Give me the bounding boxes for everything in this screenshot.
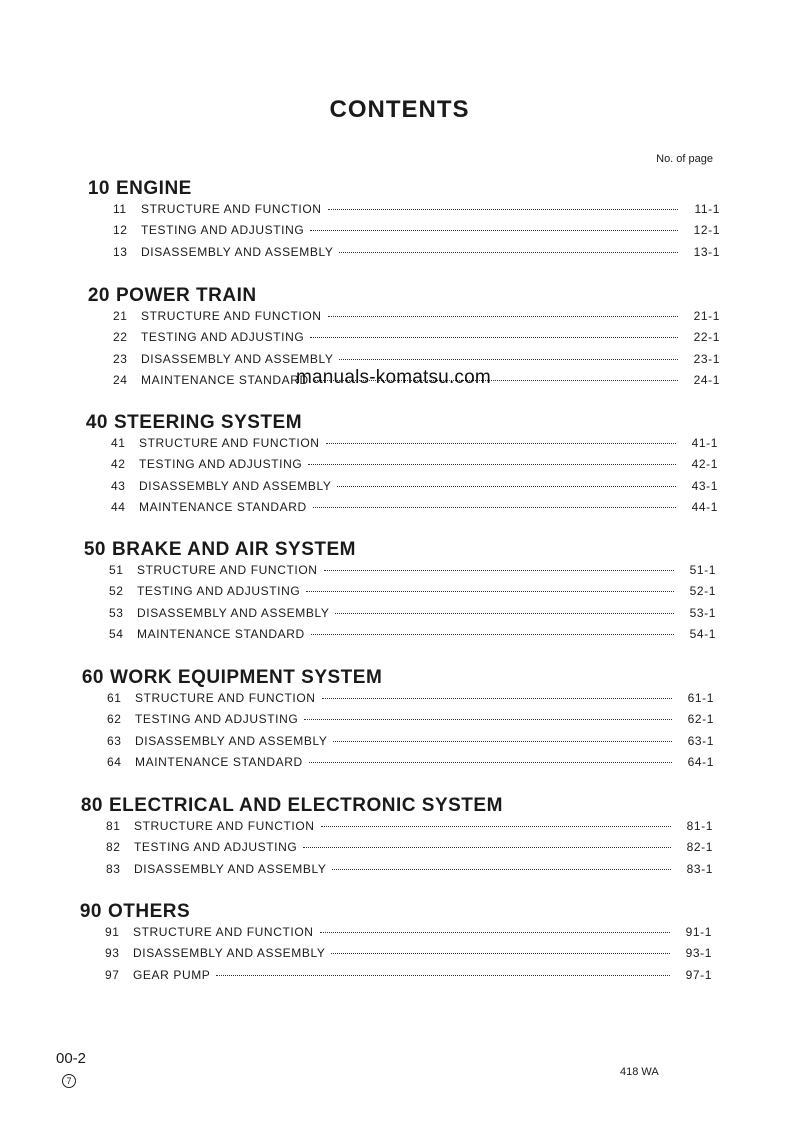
dot-leader — [339, 359, 678, 360]
toc-entry — [70, 245, 720, 266]
entry-number: 54 — [109, 626, 124, 641]
entry-page: 21-1 — [693, 309, 720, 323]
entry-title: MAINTENANCE STANDARD — [139, 499, 307, 514]
entry-page: 22-1 — [693, 330, 720, 345]
toc-entry — [70, 330, 720, 351]
section-heading — [70, 178, 720, 202]
entry-title: STRUCTURE AND FUNCTION — [141, 309, 322, 323]
dot-leader — [216, 975, 670, 976]
entry-title: TESTING AND ADJUSTING — [139, 457, 303, 472]
entry-number: 22 — [113, 330, 128, 345]
entry-number: 51 — [109, 563, 124, 577]
entry-title: STRUCTURE AND FUNCTION — [133, 925, 314, 939]
entry-page: 12-1 — [693, 223, 720, 238]
entry-page: 63-1 — [687, 733, 714, 748]
entry-page: 52-1 — [689, 584, 716, 599]
section-number: 50 — [83, 539, 106, 560]
entry-number: 61 — [107, 691, 122, 705]
entry-title: DISASSEMBLY AND ASSEMBLY — [139, 478, 332, 493]
entry-title: DISASSEMBLY AND ASSEMBLY — [137, 605, 330, 620]
section-heading — [70, 285, 720, 309]
dot-leader — [328, 209, 678, 210]
dot-leader — [306, 591, 674, 592]
entry-number: 93 — [105, 946, 120, 961]
entry-page: 53-1 — [689, 605, 716, 620]
section-number: 10 — [87, 178, 110, 199]
entry-number: 12 — [113, 223, 128, 238]
toc-entry — [70, 202, 720, 223]
toc-entry — [63, 840, 713, 861]
entry-page: 24-1 — [693, 372, 720, 387]
dot-leader — [337, 486, 676, 487]
dot-leader — [333, 741, 672, 742]
toc-entry — [70, 223, 720, 244]
section-heading — [64, 667, 714, 691]
entry-title: MAINTENANCE STANDARD — [141, 372, 309, 387]
entry-number: 13 — [113, 244, 128, 259]
entry-page: 81-1 — [686, 819, 713, 833]
page-number: 00-2 — [56, 1050, 87, 1067]
entry-page: 51-1 — [689, 563, 716, 577]
entry-number: 62 — [107, 712, 122, 727]
section-number: 20 — [87, 285, 110, 306]
section-heading — [62, 901, 712, 925]
toc-entry — [64, 691, 714, 712]
entry-title: DISASSEMBLY AND ASSEMBLY — [133, 946, 326, 961]
entry-title: DISASSEMBLY AND ASSEMBLY — [141, 244, 334, 259]
entry-title: STRUCTURE AND FUNCTION — [139, 436, 320, 450]
toc-entry — [66, 606, 716, 627]
dot-leader — [328, 316, 678, 317]
toc-entry — [62, 946, 712, 967]
entry-number: 52 — [109, 584, 124, 599]
entry-page: 41-1 — [691, 436, 718, 450]
toc-entry — [66, 584, 716, 605]
revision-mark: 7 — [62, 1074, 76, 1088]
section-title: ENGINE — [116, 178, 192, 199]
dot-leader — [335, 613, 674, 614]
toc-entry — [64, 734, 714, 755]
section-number: 60 — [81, 667, 104, 688]
entry-number: 97 — [105, 967, 120, 982]
entry-page: 64-1 — [687, 754, 714, 769]
toc-entry — [68, 436, 718, 457]
entry-number: 82 — [106, 840, 121, 855]
entry-number: 44 — [111, 499, 126, 514]
dot-leader — [321, 826, 671, 827]
dot-leader — [308, 464, 676, 465]
entry-number: 23 — [113, 351, 128, 366]
entry-number: 43 — [111, 478, 126, 493]
entry-title: TESTING AND ADJUSTING — [134, 840, 298, 855]
section-number: 90 — [79, 901, 102, 922]
toc-entry — [62, 925, 712, 946]
entry-number: 42 — [111, 457, 126, 472]
section-title: BRAKE AND AIR SYSTEM — [112, 539, 356, 560]
dot-leader — [324, 570, 674, 571]
entry-page: 42-1 — [691, 457, 718, 472]
toc-entry — [68, 479, 718, 500]
toc-section — [68, 412, 718, 521]
section-heading — [66, 539, 716, 563]
entry-title: DISASSEMBLY AND ASSEMBLY — [134, 861, 327, 876]
entry-page: 97-1 — [685, 967, 712, 982]
dot-leader — [320, 932, 670, 933]
section-title: STEERING SYSTEM — [114, 412, 303, 433]
entry-title: DISASSEMBLY AND ASSEMBLY — [135, 733, 328, 748]
entry-number: 81 — [106, 819, 121, 833]
dot-leader — [303, 847, 671, 848]
entry-page: 13-1 — [693, 244, 720, 259]
entry-title: TESTING AND ADJUSTING — [141, 330, 305, 345]
dot-leader — [331, 953, 670, 954]
entry-page: 62-1 — [687, 712, 714, 727]
entry-page: 11-1 — [694, 202, 720, 216]
toc-entry — [66, 627, 716, 648]
entry-number: 11 — [113, 202, 127, 216]
entry-page: 83-1 — [686, 861, 713, 876]
entry-number: 63 — [107, 733, 122, 748]
dot-leader — [310, 230, 678, 231]
entry-title: TESTING AND ADJUSTING — [137, 584, 301, 599]
toc-entry — [66, 563, 716, 584]
dot-leader — [304, 719, 672, 720]
toc-section — [70, 178, 720, 266]
toc-entry — [62, 968, 712, 989]
entry-title: GEAR PUMP — [133, 967, 211, 982]
toc-entry — [64, 755, 714, 776]
dot-leader — [326, 443, 676, 444]
entry-title: TESTING AND ADJUSTING — [141, 223, 305, 238]
toc-entry — [64, 712, 714, 733]
section-number: 40 — [85, 412, 108, 433]
dot-leader — [332, 869, 671, 870]
toc-entry — [63, 819, 713, 840]
entry-page: 44-1 — [691, 499, 718, 514]
toc-entry — [68, 457, 718, 478]
entry-title: MAINTENANCE STANDARD — [137, 626, 305, 641]
entry-page: 54-1 — [689, 626, 716, 641]
no-of-page-label: No. of page — [656, 153, 713, 165]
entry-number: 53 — [109, 605, 124, 620]
section-title: POWER TRAIN — [116, 285, 257, 306]
entry-page: 61-1 — [687, 691, 714, 705]
entry-title: STRUCTURE AND FUNCTION — [134, 819, 315, 833]
section-heading — [63, 795, 713, 819]
toc-entry — [63, 862, 713, 883]
toc-section — [66, 539, 716, 648]
section-title: WORK EQUIPMENT SYSTEM — [110, 667, 383, 688]
dot-leader — [311, 634, 674, 635]
toc-section — [62, 901, 712, 989]
entry-number: 83 — [106, 861, 121, 876]
toc-entry — [68, 500, 718, 521]
entry-number: 91 — [105, 925, 120, 939]
entry-page: 93-1 — [685, 946, 712, 961]
entry-number: 21 — [113, 309, 128, 323]
dot-leader — [309, 762, 672, 763]
dot-leader — [310, 337, 678, 338]
entry-page: 91-1 — [685, 925, 712, 939]
dot-leader — [313, 507, 676, 508]
entry-number: 41 — [111, 436, 126, 450]
entry-title: MAINTENANCE STANDARD — [135, 754, 303, 769]
model-label: 418 WA — [620, 1066, 659, 1078]
entry-title: STRUCTURE AND FUNCTION — [135, 691, 316, 705]
entry-title: STRUCTURE AND FUNCTION — [137, 563, 318, 577]
entry-title: TESTING AND ADJUSTING — [135, 712, 299, 727]
section-number: 80 — [80, 795, 103, 816]
entry-page: 43-1 — [691, 478, 718, 493]
toc-section — [64, 667, 714, 776]
entry-number: 24 — [113, 372, 128, 387]
toc-section — [63, 795, 713, 883]
entry-number: 64 — [107, 754, 122, 769]
watermark: manuals-komatsu.com — [296, 367, 491, 388]
dot-leader — [339, 252, 678, 253]
entry-title: DISASSEMBLY AND ASSEMBLY — [141, 351, 334, 366]
page-title: CONTENTS — [329, 96, 470, 123]
entry-page: 82-1 — [686, 840, 713, 855]
toc-entry — [70, 309, 720, 330]
section-title: OTHERS — [108, 901, 191, 922]
dot-leader — [322, 698, 672, 699]
section-heading — [68, 412, 718, 436]
section-title: ELECTRICAL AND ELECTRONIC SYSTEM — [109, 795, 503, 816]
entry-title: STRUCTURE AND FUNCTION — [141, 202, 322, 216]
entry-page: 23-1 — [693, 351, 720, 366]
